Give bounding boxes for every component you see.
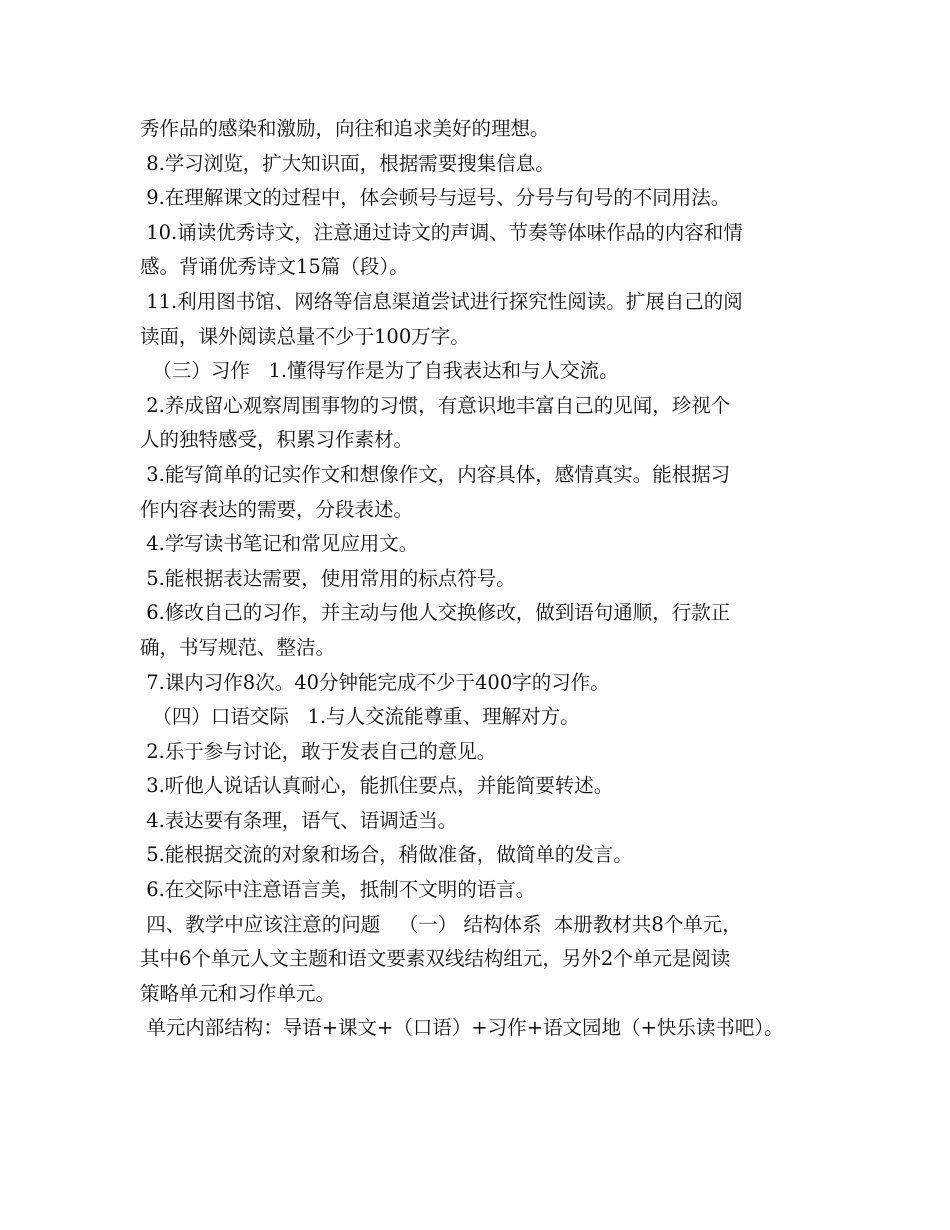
text-line: 6.在交际中注意语言美，抵制不文明的语言。 [140,878,536,902]
text-line: 8.学习浏览，扩大知识面，根据需要搜集信息。 [140,151,555,175]
text-line: 其中6个单元人文主题和语文要素双线结构组元，另外2个单元是阅读 [140,947,731,971]
text-line: （四）口语交际 1.与人交流能尊重、理解对方。 [140,705,580,729]
text-line: 5.能根据交流的对象和场合，稍做准备，做简单的发言。 [140,843,633,867]
text-line: 读面，课外阅读总量不少于100万字。 [140,324,470,348]
text-line: 3.能写简单的记实作文和想像作文，内容具体，感情真实。能根据习 [140,462,731,486]
text-line: 秀作品的感染和激励，向往和追求美好的理想。 [140,117,550,140]
text-line: （三）习作 1.懂得写作是为了自我表达和与人交流。 [140,359,619,383]
document-body [140,112,830,1046]
text-line: 9.在理解课文的过程中，体会顿号与逗号、分号与句号的不同用法。 [140,186,731,210]
text-line: 单元内部结构：导语+课文+（口语）+习作+语文园地（+快乐读书吧）。 [140,1016,784,1040]
text-line: 6.修改自己的习作，并主动与他人交换修改，做到语句通顺，行款正 [140,601,731,625]
text-line: 4.表达要有条理，语气、语调适当。 [140,808,458,832]
text-line: 11.利用图书馆、网络等信息渠道尝试进行探究性阅读。扩展自己的阅 [140,289,743,313]
text-line: 2.乐于参与讨论，敢于发表自己的意见。 [140,739,497,763]
text-line: 5.能根据表达需要，使用常用的标点符号。 [140,566,516,590]
text-line: 确，书写规范、整洁。 [140,635,336,659]
text-line: 四、教学中应该注意的问题 （一） 结构体系 本册教材共8个单元， [140,912,742,936]
text-line: 10.诵读优秀诗文，注意通过诗文的声调、节奏等体味作品的内容和情 [140,220,743,244]
text-line: 作内容表达的需要，分段表述。 [140,497,414,521]
text-line: 2.养成留心观察周围事物的习惯，有意识地丰富自己的见闻，珍视个 [140,393,731,417]
text-line: 人的独特感受，积累习作素材。 [140,428,414,452]
text-line: 7.课内习作8次。40分钟能完成不少于400字的习作。 [140,670,610,694]
text-line: 策略单元和习作单元。 [140,981,336,1005]
text-line: 3.听他人说话认真耐心，能抓住要点，并能简要转述。 [140,774,614,798]
text-line: 4.学写读书笔记和常见应用文。 [140,532,419,556]
text-line: 感。背诵优秀诗文15篇（段）。 [140,255,409,279]
